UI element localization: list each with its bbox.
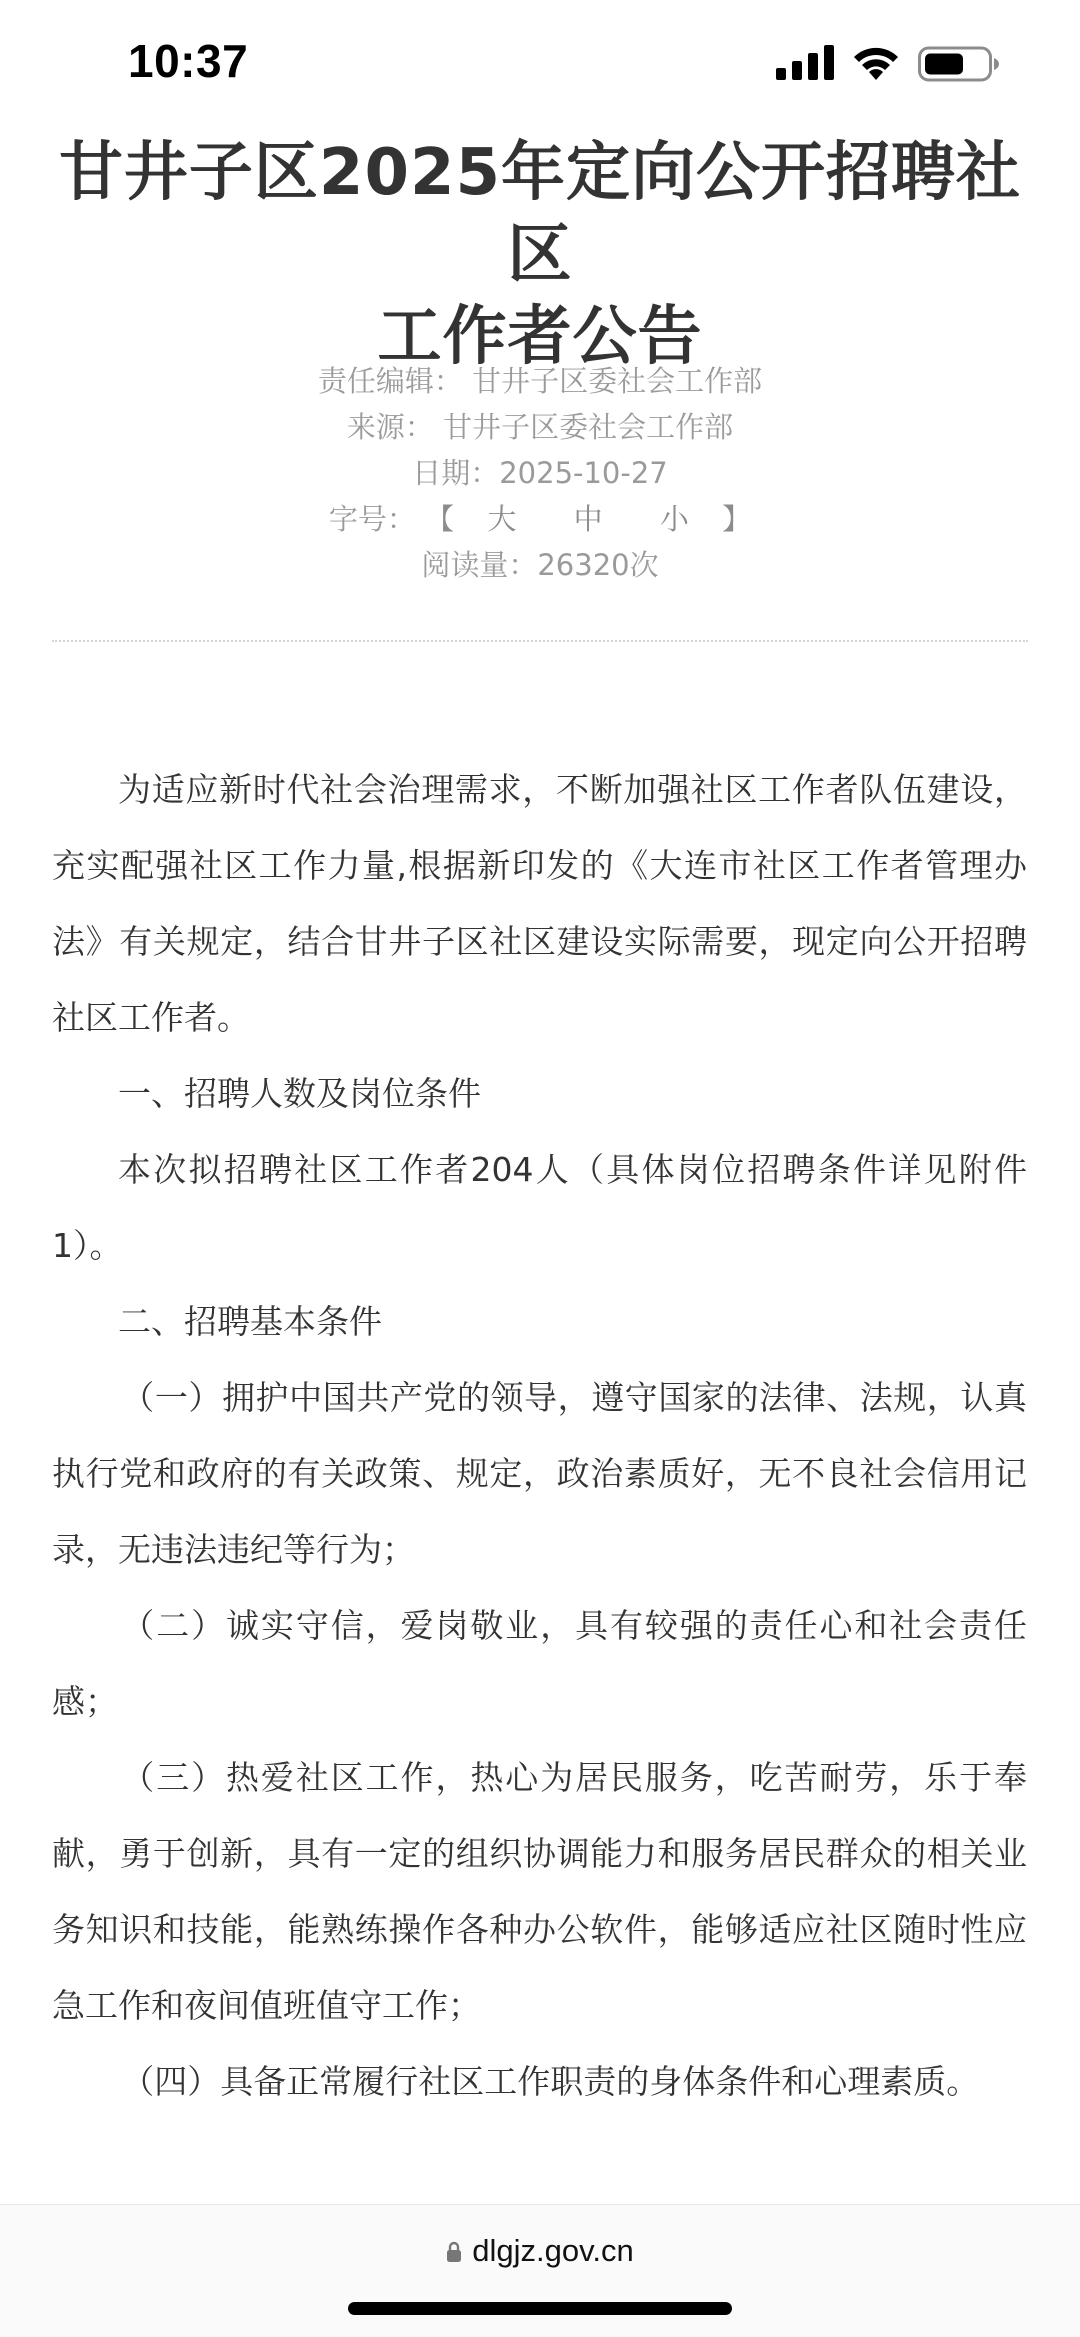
browser-address-bar[interactable] [0, 2204, 1080, 2337]
font-size-medium-button[interactable]: 中 [573, 502, 603, 536]
font-size-label: 字号： [328, 502, 416, 536]
condition-item-1: （一）拥护中国共产党的领导，遵守国家的法律、法规，认真执行党和政府的有关政策、规定，政治素质好，无不良社会信用记录，无违法违纪等行为； [52, 1378, 1027, 1569]
home-indicator[interactable] [348, 2302, 732, 2315]
meta-editor: 责任编辑： 甘井子区委社会工作部 [317, 364, 763, 398]
heading-section-1: 一、招聘人数及岗位条件 [118, 1074, 481, 1113]
meta-source: 来源： 甘井子区委社会工作部 [346, 410, 734, 444]
font-size-small-button[interactable]: 小 [659, 502, 689, 536]
heading-section-2: 二、招聘基本条件 [118, 1302, 382, 1341]
status-time: 10:37 [128, 35, 249, 87]
battery-icon [918, 46, 1000, 82]
meta-read-count: 阅读量：26320次 [421, 548, 659, 582]
article-title [40, 132, 1040, 378]
font-size-large-button[interactable]: 大 [487, 502, 517, 536]
wifi-icon [850, 42, 902, 82]
cellular-signal-icon [776, 44, 836, 80]
title-line-2: 工作者公告 [377, 300, 703, 374]
url-display[interactable] [0, 2233, 1080, 2269]
article-body [52, 752, 1027, 2120]
status-bar [0, 0, 1080, 120]
meta-divider [52, 640, 1028, 642]
lock-icon [446, 2241, 462, 2263]
condition-item-3: （三）热爱社区工作，热心为居民服务，吃苦耐劳，乐于奉献，勇于创新，具有一定的组织协调能力和服务居民群众的相关业务知识和技能，能熟练操作各种办公软件，能够适应社区随时性应急工作和夜间值班值守工作； [52, 1758, 1027, 2025]
paragraph-intro: 为适应新时代社会治理需求，不断加强社区工作者队伍建设，充实配强社区工作力量,根据新印发的《大连市社区工作者管理办法》有关规定，结合甘井子区社区建设实际需要，现定向公开招聘社区工作者。 [52, 770, 1027, 1037]
paragraph-recruit-count: 本次拟招聘社区工作者204人（具体岗位招聘条件详见附件1）。 [52, 1150, 1027, 1265]
title-line-1: 甘井子区2025年定向公开招聘社区 [58, 136, 1022, 292]
condition-item-4: （四）具备正常履行社区工作职责的身体条件和心理素质。 [121, 2062, 980, 2101]
article-meta [0, 358, 1080, 588]
font-size-bracket-close: 】 [722, 502, 752, 536]
meta-date: 日期：2025-10-27 [412, 456, 668, 490]
url-text: dlgjz.gov.cn [472, 2233, 634, 2268]
font-size-row [0, 496, 1080, 542]
condition-item-2: （二）诚实守信，爱岗敬业，具有较强的责任心和社会责任感； [52, 1606, 1027, 1721]
font-size-bracket-open: 【 [425, 502, 455, 536]
